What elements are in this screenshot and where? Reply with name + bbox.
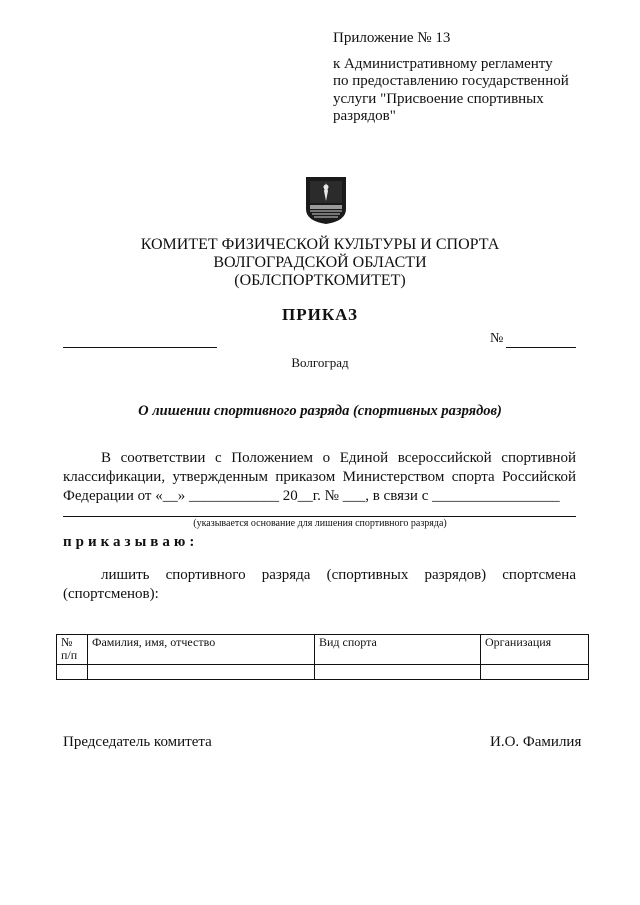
deprive-line: (спортсменов):: [63, 586, 159, 602]
base-blank-line: [63, 515, 576, 517]
athletes-table: [56, 634, 589, 680]
order-title: ПРИКАЗ: [282, 305, 358, 324]
table-cell[interactable]: [315, 665, 481, 680]
signer-position: Председатель комитета: [63, 734, 212, 750]
appendix-title: Приложение № 13: [333, 30, 451, 46]
header-cell-full-name: Фамилия, имя, отчество: [88, 635, 315, 665]
base-caption: (указывается основание для лишения спортивного разряда): [193, 518, 447, 529]
deprive-clause: [63, 566, 576, 604]
order-number-label: №: [490, 331, 504, 346]
committee-name: КОМИТЕТ ФИЗИЧЕСКОЙ КУЛЬТУРЫ И СПОРТА: [140, 236, 500, 253]
order-subject: О лишении спортивного разряда (спортивных разрядов): [138, 403, 502, 419]
header-cell-number: № п/п: [57, 635, 88, 665]
committee-abbreviation: (ОБЛСПОРТКОМИТЕТ): [234, 272, 406, 289]
volgograd-coat-of-arms-icon: [304, 175, 348, 225]
table-header-row: [57, 635, 589, 665]
appendix-line: разрядов": [333, 108, 396, 124]
preamble-line: Федерации от «__» ____________ 20__г. № ___, в связи с _________________: [63, 488, 560, 504]
committee-region: ВОЛГОГРАДСКОЙ ОБЛАСТИ: [213, 254, 427, 271]
appendix-line: к Административному регламенту: [333, 55, 553, 72]
order-word: приказываю:: [63, 534, 199, 550]
header-cell-sport: Вид спорта: [315, 635, 481, 665]
appendix-line: услуги "Присвоение спортивных: [333, 90, 544, 107]
table-row: [57, 665, 589, 680]
table-cell[interactable]: [88, 665, 315, 680]
order-preamble: [63, 449, 576, 506]
header-cell-organization: Организация: [481, 635, 589, 665]
preamble-line: классификации, утвержденным приказом Министерством спорта Российской: [63, 469, 576, 485]
signer-name: И.О. Фамилия: [490, 734, 582, 750]
city: Волгоград: [291, 355, 349, 370]
order-number-blank-line: [506, 346, 576, 348]
preamble-line: В соответствии с Положением о Единой всероссийской спортивной: [101, 450, 576, 466]
committee-header: [80, 236, 560, 290]
table-cell[interactable]: [57, 665, 88, 680]
deprive-line: лишить спортивного разряда (спортивных разрядов) спортсмена: [101, 567, 576, 583]
date-blank-line: [63, 346, 217, 348]
table-cell[interactable]: [481, 665, 589, 680]
appendix-block: [333, 30, 633, 126]
appendix-line: по предоставлению государственной: [333, 73, 569, 89]
